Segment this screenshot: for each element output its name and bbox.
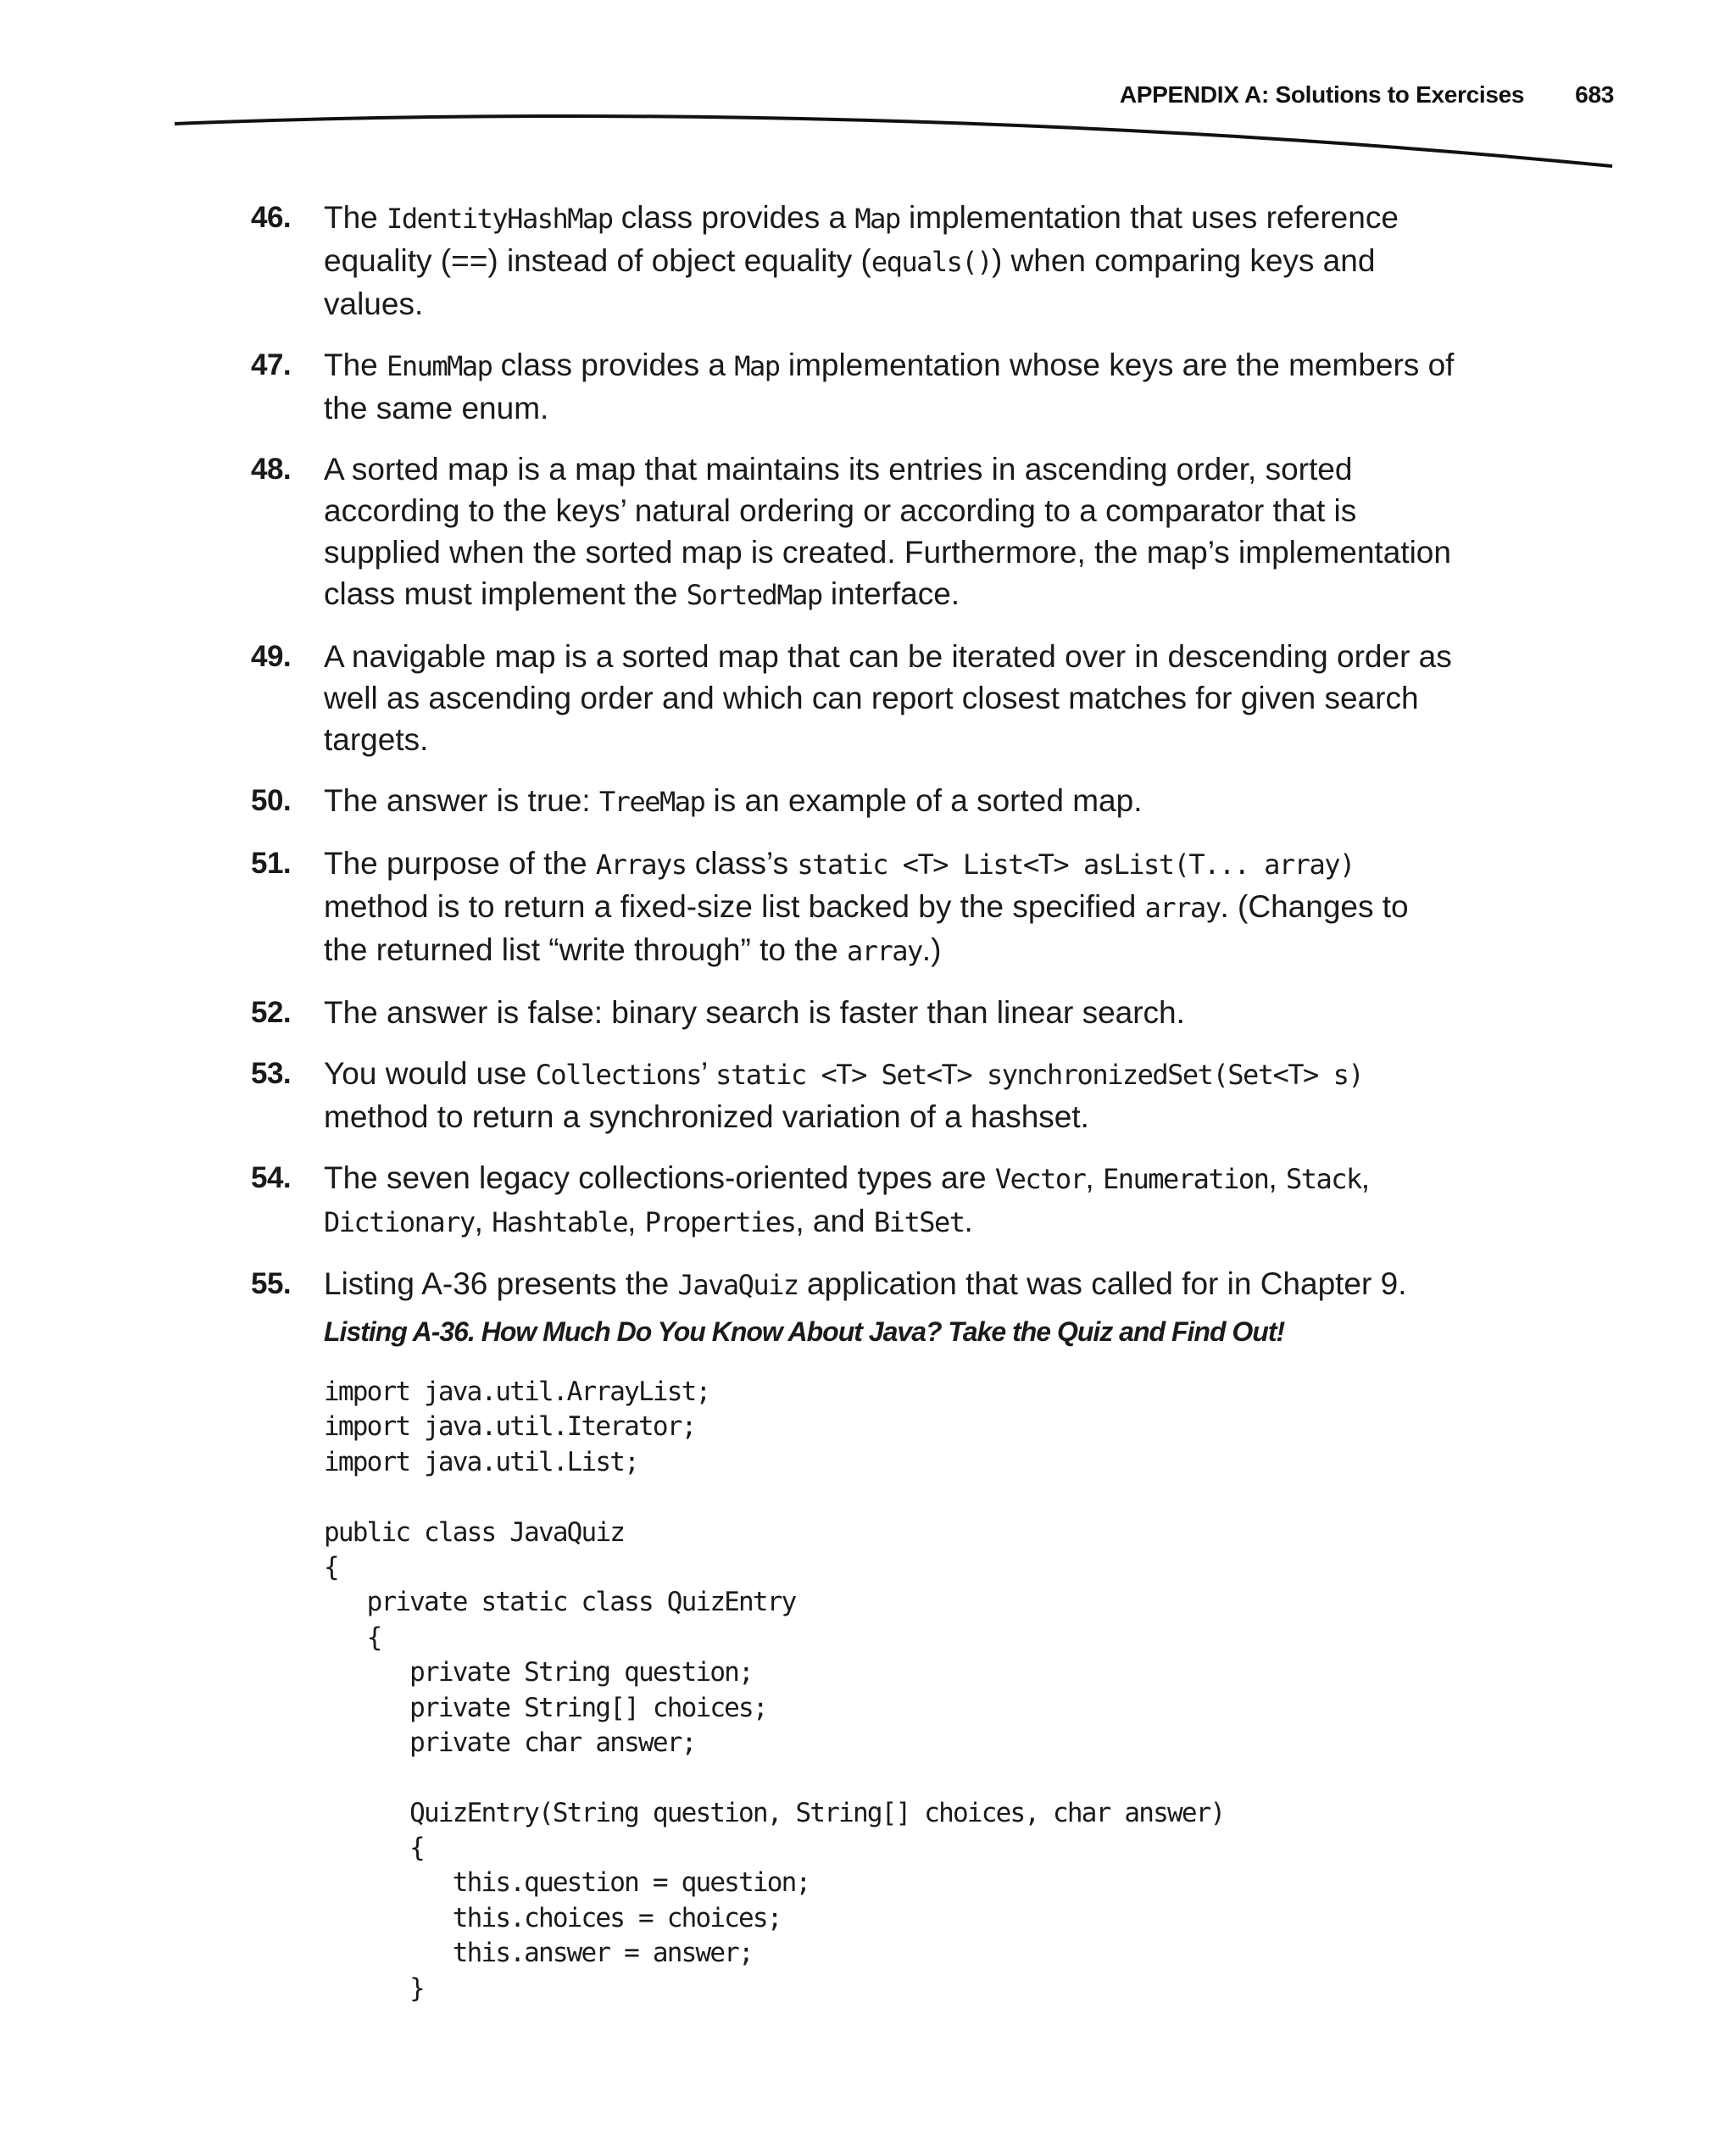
answer-number: 47. — [251, 348, 292, 381]
answer-text-run: Listing A-36 presents the — [324, 1266, 678, 1301]
answer-text-run: , and — [795, 1204, 874, 1238]
page-number: 683 — [1575, 81, 1614, 108]
code-line: QuizEntry(String question, String[] choices, char answer) — [324, 1797, 1225, 1828]
answer-number: 50. — [251, 784, 292, 817]
inline-code: static <T> List<T> asList(T... array) — [797, 848, 1355, 881]
answer-text — [324, 448, 1455, 616]
answer-text-run: The answer is false: binary search is faster than linear search. — [324, 995, 1185, 1030]
answer-text-run: is an example of a sorted map. — [704, 783, 1143, 818]
inline-code: IdentityHashMap — [387, 203, 613, 235]
answer-text-run: , — [627, 1204, 645, 1238]
listing-caption: Listing A-36. How Much Do You Know About Java? Take the Quiz and Find Out! — [324, 1316, 1285, 1347]
answer-item — [251, 636, 1455, 760]
answer-item — [251, 1263, 1455, 1306]
answer-text-run: The — [324, 348, 387, 382]
code-line: private String[] choices; — [324, 1692, 767, 1723]
inline-code: TreeMap — [598, 786, 705, 818]
code-line: { — [324, 1551, 338, 1583]
answer-text-run: A navigable map is a sorted map that can be iterated over in descending order as well as ascending order and which can report closest matches for given search targets. — [324, 639, 1452, 757]
answer-number: 55. — [251, 1267, 292, 1300]
answer-number: 51. — [251, 847, 292, 880]
inline-code: Vector — [994, 1163, 1086, 1195]
answer-text-run: implementation that uses reference equality (==) instead of object equality ( — [324, 200, 1399, 278]
code-listing — [324, 1375, 1224, 2006]
answer-text-run: . — [964, 1204, 973, 1238]
answer-item — [251, 1053, 1455, 1138]
code-line: import java.util.List; — [324, 1446, 638, 1477]
answer-text-run: .) — [921, 932, 942, 967]
answer-number: 53. — [251, 1057, 292, 1090]
answer-number: 54. — [251, 1161, 292, 1194]
answer-item — [251, 1157, 1455, 1243]
code-line: } — [324, 1972, 425, 2004]
answer-text — [324, 636, 1455, 760]
answer-text — [324, 780, 1455, 823]
answer-text-run: The seven legacy collections-oriented types are — [324, 1160, 995, 1195]
inline-code: Dictionary — [324, 1206, 475, 1238]
answer-text-run: class’s — [686, 846, 798, 881]
answer-number: 46. — [251, 201, 292, 234]
inline-code: Collections — [535, 1059, 702, 1091]
code-line: private static class QuizEntry — [324, 1587, 796, 1618]
answer-text-run: ) when comparing keys and values. — [324, 243, 1376, 321]
answer-text-run: ’ — [701, 1056, 716, 1091]
inline-code: Enumeration — [1102, 1163, 1269, 1195]
answer-text-run: You would use — [324, 1056, 536, 1091]
answer-text-run: class provides a — [612, 200, 855, 235]
answer-text-run: class provides a — [492, 348, 735, 382]
answer-text — [324, 1263, 1455, 1306]
answer-text — [324, 843, 1455, 972]
inline-code: equals() — [871, 246, 992, 278]
code-line: this.question = question; — [324, 1867, 810, 1899]
answer-item — [251, 843, 1455, 972]
answer-text-run: The answer is true: — [324, 783, 599, 818]
code-line: public class JavaQuiz — [324, 1516, 625, 1548]
answer-item — [251, 448, 1455, 616]
answer-text-run: , — [1268, 1160, 1286, 1195]
answer-text-run: The — [324, 200, 387, 235]
answer-number: 52. — [251, 996, 292, 1029]
answer-text — [324, 197, 1455, 325]
answer-number: 49. — [251, 640, 292, 673]
answer-item — [251, 780, 1455, 823]
answer-text-run: The purpose of the — [324, 846, 596, 881]
inline-code: Hashtable — [492, 1206, 628, 1238]
answer-text-run: method to return a synchronized variation of a hashset. — [324, 1099, 1089, 1134]
answer-text — [324, 344, 1455, 429]
inline-code: Stack — [1285, 1163, 1361, 1195]
answer-text-run: A sorted map is a map that maintains its entries in ascending order, sorted according to the keys’ natural ordering or according to a comparator that is supplied when the sorted map is created. Furthermore, the map’s implementation class must implement the — [324, 452, 1451, 611]
inline-code: array — [1144, 892, 1221, 924]
answer-text — [324, 1157, 1455, 1243]
answer-text — [324, 992, 1455, 1033]
answer-list — [251, 197, 1455, 1326]
answer-item — [251, 197, 1455, 325]
header-rule — [175, 110, 1616, 170]
code-line: import java.util.Iterator; — [324, 1411, 696, 1443]
answer-text-run: . (Changes to the returned list “write through” to the — [324, 889, 1409, 967]
inline-code: SortedMap — [686, 579, 822, 611]
answer-number: 48. — [251, 453, 292, 486]
answer-item — [251, 992, 1455, 1033]
code-line: private String question; — [324, 1657, 753, 1688]
code-line: this.answer = answer; — [324, 1938, 753, 1969]
inline-code: JavaQuiz — [677, 1269, 798, 1301]
inline-code: array — [846, 935, 922, 967]
inline-code: Map — [854, 203, 900, 235]
code-line — [324, 1761, 1224, 1795]
answer-text-run: method is to return a fixed-size list backed by the specified — [324, 889, 1145, 924]
code-line — [324, 1480, 1224, 1515]
answer-text-run: , — [474, 1204, 492, 1238]
inline-code: Arrays — [595, 848, 687, 881]
answer-text — [324, 1053, 1455, 1138]
inline-code: BitSet — [873, 1206, 965, 1238]
answer-text-run: interface. — [821, 576, 960, 611]
code-line: { — [324, 1621, 381, 1653]
answer-text-run: , — [1360, 1160, 1371, 1195]
inline-code: EnumMap — [387, 350, 492, 382]
code-line: import java.util.ArrayList; — [324, 1377, 710, 1407]
running-head — [1120, 81, 1614, 108]
code-line: private char answer; — [324, 1727, 696, 1758]
answer-item — [251, 344, 1455, 429]
inline-code: Map — [734, 350, 780, 382]
inline-code: Properties — [644, 1206, 796, 1238]
running-head-title: APPENDIX A: Solutions to Exercises — [1119, 81, 1525, 108]
answer-text-run: , — [1085, 1160, 1103, 1195]
code-line: { — [324, 1833, 425, 1864]
answer-text-run: application that was called for in Chapter 9. — [798, 1266, 1407, 1301]
code-line: this.choices = choices; — [324, 1902, 782, 1933]
inline-code: static <T> Set<T> synchronizedSet(Set<T> s) — [715, 1059, 1364, 1091]
answer-text-run: implementation whose keys are the members of the same enum. — [324, 348, 1455, 426]
